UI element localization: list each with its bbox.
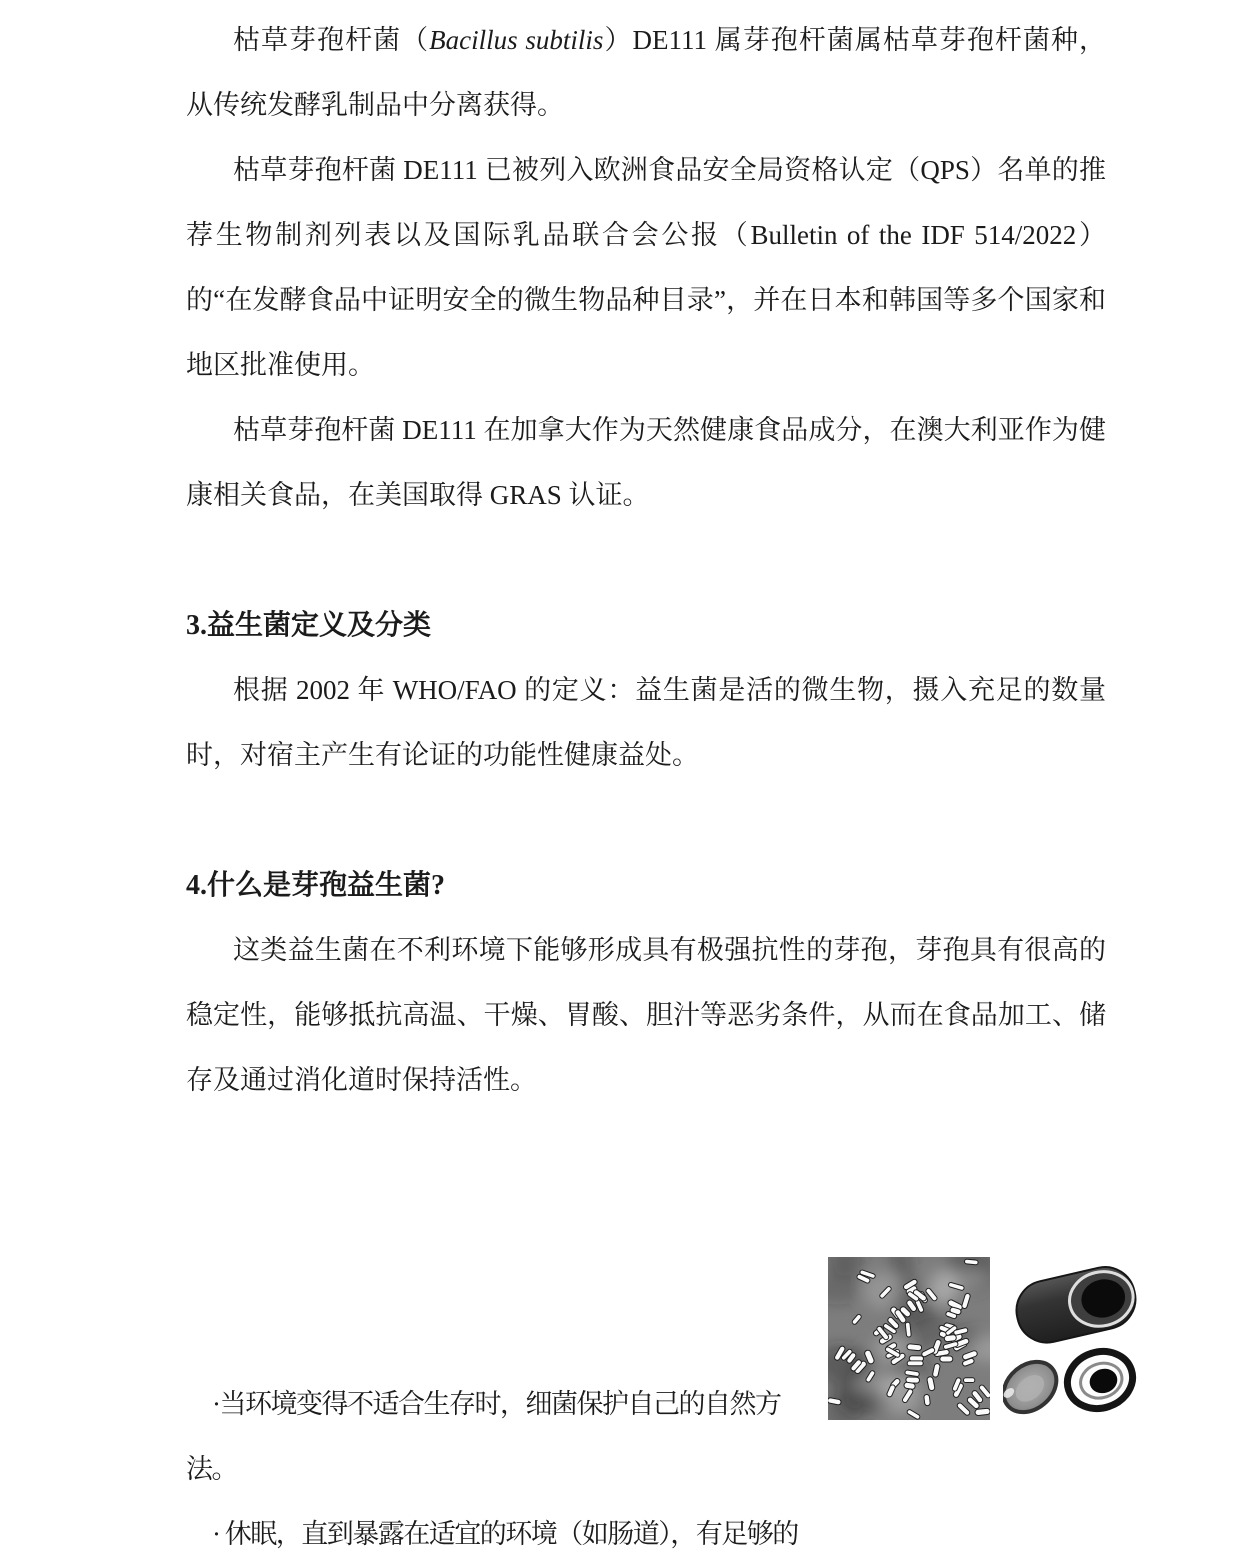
- heading-spore-probiotic: 4.什么是芽孢益生菌?: [186, 870, 446, 901]
- paragraph-spore-resistance: 这类益生菌在不利环境下能够形成具有极强抗性的芽孢，芽孢具有很高的稳定性，能够抵抗高温、干燥、胃酸、胆汁等恶劣条件，从而在食品加工、储存及通过消化道时保持活性。: [186, 935, 1106, 1095]
- paragraph-qps-listing: 枯草芽孢杆菌 DE111 已被列入欧洲食品安全局资格认定（QPS）名单的推荐生物制剂列表以及国际乳品联合会公报（Bulletin of the IDF 514/2022）的“在发酵食品中证明安全的微生物品种目录”，并在日本和韩国等多个国家和地区批准使用。: [186, 155, 1106, 380]
- species-name-italic: Bacillus subtilis: [429, 25, 604, 55]
- paragraph-gras-approval: 枯草芽孢杆菌 DE111 在加拿大作为天然健康食品成分，在澳大利亚作为健康相关食品，在美国取得 GRAS 认证。: [186, 415, 1106, 510]
- electron-micrograph-image: [1003, 1257, 1163, 1420]
- paragraph-intro-run2: ）DE111 属芽孢杆菌属枯草芽孢杆菌种，从传统发酵乳制品中分离获得。: [186, 25, 1106, 120]
- paragraph-intro-run1: 枯草芽孢杆菌（: [233, 25, 430, 55]
- bullet-dormancy: · 休眠，直到暴露在适宜的环境（如肠道），有足够的: [212, 1519, 798, 1549]
- phase-contrast-micrograph-image: [828, 1257, 990, 1420]
- figure-group: [828, 1257, 1163, 1420]
- paragraph-intro: [186, 8, 1106, 138]
- paragraph-who-fao-definition: 根据 2002 年 WHO/FAO 的定义：益生菌是活的微生物，摄入充足的数量时，对宿主产生有论证的功能性健康益处。: [186, 675, 1106, 770]
- heading-probiotic-definition: 3.益生菌定义及分类: [186, 610, 432, 641]
- bullet-natural-protection: ·当环境变得不适合生存时，细菌保护自己的自然方法。: [186, 1389, 781, 1484]
